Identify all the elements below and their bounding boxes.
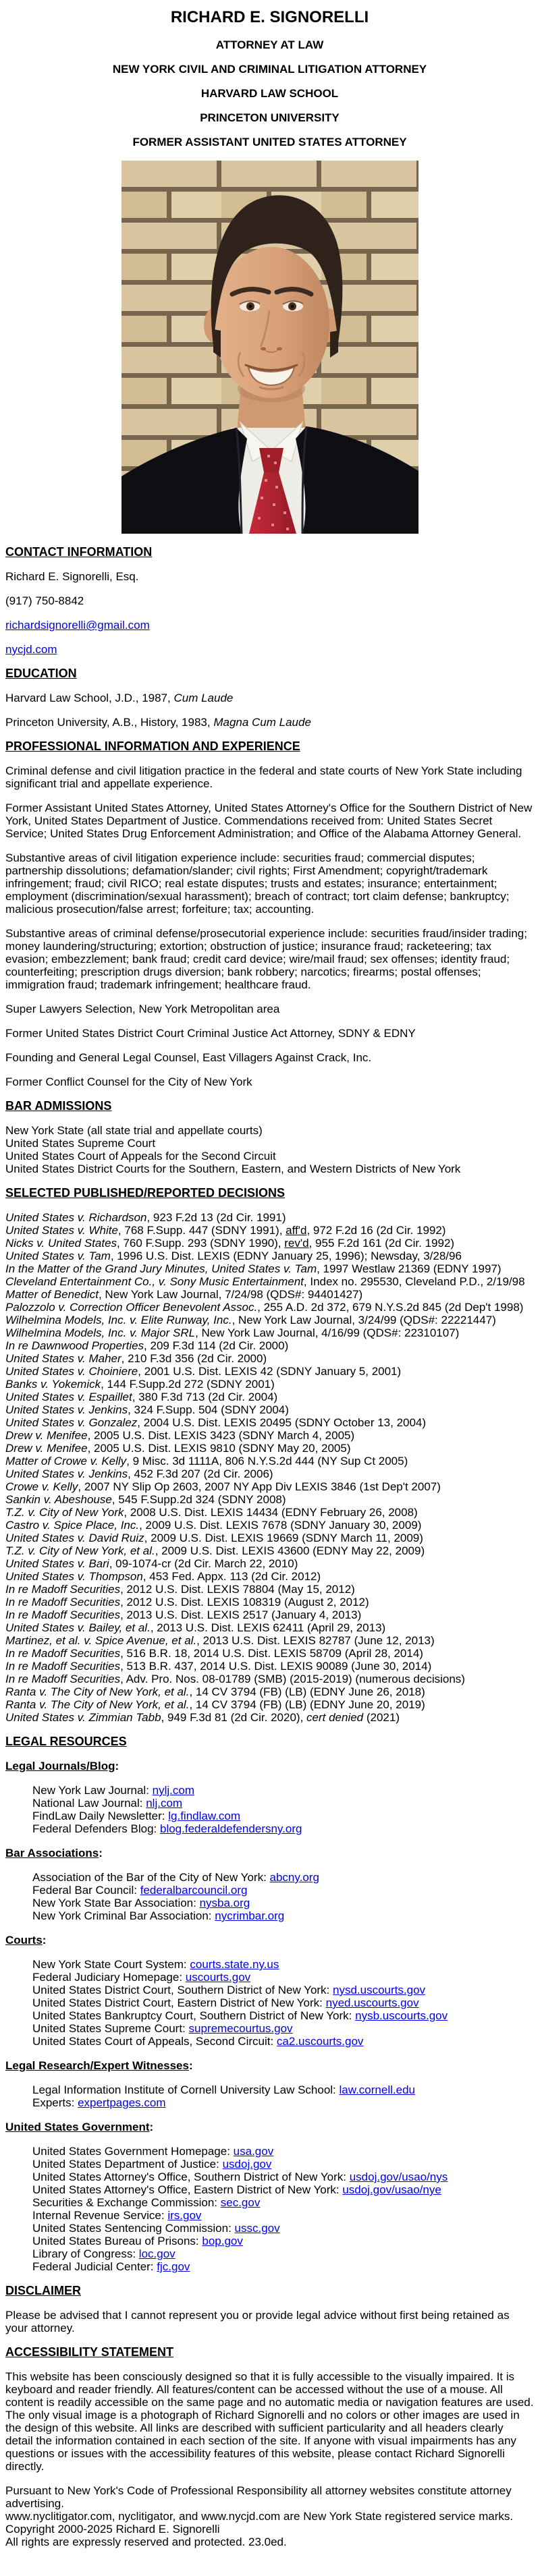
case-segment: , 2005 U.S. Dist. LEXIS 9810 (SDNY May 20, 2005) bbox=[87, 1442, 351, 1455]
website-link[interactable]: nycjd.com bbox=[5, 643, 57, 656]
resource-link[interactable]: uscourts.gov bbox=[185, 1971, 251, 1984]
section-heading-legal-resources: LEGAL RESOURCES bbox=[5, 1735, 127, 1748]
section-heading-contact: CONTACT INFORMATION bbox=[5, 545, 153, 559]
resource-link[interactable]: nysb.uscourts.gov bbox=[355, 2009, 448, 2022]
page-title: RICHARD E. SIGNORELLI bbox=[170, 8, 369, 26]
case-segment: Cleveland Entertainment Co., v. Sony Music Entertainment bbox=[5, 1275, 304, 1288]
case-citation bbox=[5, 1685, 425, 1698]
case-citation bbox=[5, 1391, 277, 1403]
resource-link-list bbox=[32, 2083, 534, 2109]
bar-admission-line: United States Court of Appeals for the Second Circuit bbox=[5, 1150, 276, 1163]
resource-link-list bbox=[32, 1871, 534, 1922]
resource-link[interactable]: irs.gov bbox=[167, 2209, 202, 2222]
section-heading-education: EDUCATION bbox=[5, 667, 77, 680]
resource-link-label: United States Bankruptcy Court, Southern District of New York: bbox=[32, 2009, 356, 2022]
case-citation bbox=[5, 1506, 418, 1519]
resource-link-list bbox=[32, 2145, 534, 2273]
case-citation bbox=[5, 1326, 459, 1339]
case-citation bbox=[5, 1583, 355, 1596]
case-segment: T.Z. v. City of New York bbox=[5, 1506, 124, 1519]
footer-line: All rights are expressly reserved and protected. 23.0ed. bbox=[5, 2536, 287, 2548]
case-segment: Ranta v. The City of New York, et al. bbox=[5, 1685, 190, 1698]
case-segment: , 949 F.3d 81 (2d Cir. 2020), bbox=[161, 1711, 307, 1724]
resource-link-label: United States Bureau of Prisons: bbox=[32, 2235, 202, 2247]
resource-link[interactable]: ussc.gov bbox=[234, 2222, 280, 2235]
right-eye bbox=[283, 301, 303, 311]
footer-line: Copyright 2000-2025 Richard E. Signorelli bbox=[5, 2523, 220, 2536]
contact-phone: (917) 750-8842 bbox=[5, 594, 84, 607]
resource-group-heading bbox=[5, 1934, 534, 1947]
case-citation bbox=[5, 1647, 423, 1660]
case-citation bbox=[5, 1673, 465, 1685]
case-segment: , 144 F.Supp.2d 272 (SDNY 2001) bbox=[101, 1378, 275, 1391]
case-citation bbox=[5, 1544, 425, 1557]
education-line bbox=[5, 692, 534, 704]
section-heading-professional: PROFESSIONAL INFORMATION AND EXPERIENCE bbox=[5, 739, 300, 753]
resource-link[interactable]: supremecourtus.gov bbox=[188, 2022, 293, 2035]
case-segment: United States v. Maher bbox=[5, 1352, 122, 1365]
resource-link-label: Federal Judicial Center: bbox=[32, 2260, 157, 2273]
case-segment: , 9 Misc. 3d 1111A, 806 N.Y.S.2d 444 (NY Sup Ct 2005) bbox=[126, 1455, 408, 1467]
case-segment: , 453 Fed. Appx. 113 (2d Cir. 2012) bbox=[142, 1570, 321, 1583]
case-citation bbox=[5, 1570, 321, 1583]
case-segment: , 2013 U.S. Dist. LEXIS 2517 (January 4, 2013) bbox=[120, 1608, 362, 1621]
case-segment: , 209 F.3d 114 (2d Cir. 2000) bbox=[144, 1339, 289, 1352]
case-segment: United States v. Espaillet bbox=[5, 1391, 132, 1403]
resource-link[interactable]: expertpages.com bbox=[78, 2096, 166, 2109]
resource-group-heading bbox=[5, 1760, 534, 1772]
resource-link-label: Association of the Bar of the City of New York: bbox=[32, 1871, 270, 1884]
case-citation bbox=[5, 1365, 401, 1378]
resource-link-list bbox=[32, 1784, 534, 1835]
resource-link-label: United States Attorney's Office, Eastern District of New York: bbox=[32, 2183, 343, 2196]
resource-link[interactable]: usa.gov bbox=[233, 2145, 274, 2158]
case-citation bbox=[5, 1301, 523, 1314]
case-citation bbox=[5, 1211, 286, 1224]
case-citation bbox=[5, 1480, 441, 1493]
resource-group-label: United States Government bbox=[5, 2121, 150, 2133]
resource-group-colon: : bbox=[149, 2121, 154, 2133]
education-school: Princeton University, A.B., History, 1983, bbox=[5, 716, 214, 729]
case-segment: United States v. Bari bbox=[5, 1557, 109, 1570]
case-segment: , 2012 U.S. Dist. LEXIS 108319 (August 2, 2012) bbox=[120, 1596, 369, 1608]
case-segment: , 324 F.Supp. 504 (SDNY 2004) bbox=[128, 1403, 289, 1416]
case-segment: Palozzolo v. Correction Officer Benevolent Assoc. bbox=[5, 1301, 258, 1314]
resource-link-label: United States Government Homepage: bbox=[32, 2145, 234, 2158]
case-segment: , 09-1074-cr (2d Cir. March 22, 2010) bbox=[109, 1557, 298, 1570]
case-segment: aff'd bbox=[286, 1224, 307, 1237]
email-link[interactable]: richardsignorelli@gmail.com bbox=[5, 619, 150, 632]
case-citation bbox=[5, 1237, 454, 1250]
case-citation bbox=[5, 1532, 423, 1544]
case-segment: (2021) bbox=[363, 1711, 400, 1724]
case-segment: United States v. Thompson bbox=[5, 1570, 143, 1583]
section-heading-accessibility: ACCESSIBILITY STATEMENT bbox=[5, 2345, 174, 2359]
case-segment: , 14 CV 3794 (FB) (LB) (EDNY June 20, 2019) bbox=[189, 1698, 425, 1711]
case-citation bbox=[5, 1608, 361, 1621]
resource-link[interactable]: nysd.uscourts.gov bbox=[333, 1984, 426, 1996]
case-citation bbox=[5, 1262, 502, 1275]
case-segment: , 760 F.Supp. 293 (SDNY 1990), bbox=[117, 1237, 285, 1250]
case-segment: cert denied bbox=[306, 1711, 364, 1724]
case-segment: Drew v. Menifee bbox=[5, 1442, 88, 1455]
case-citation bbox=[5, 1557, 298, 1570]
case-citation bbox=[5, 1698, 425, 1711]
case-segment: Drew v. Menifee bbox=[5, 1429, 88, 1442]
resource-group-colon: : bbox=[188, 2059, 193, 2072]
case-segment: , 545 F.Supp.2d 324 (SDNY 2008) bbox=[111, 1493, 286, 1506]
case-segment: , 452 F.3d 207 (2d Cir. 2006) bbox=[128, 1467, 273, 1480]
education-list bbox=[5, 692, 534, 729]
case-citation bbox=[5, 1429, 354, 1442]
case-segment: , 2013 U.S. Dist. LEXIS 82787 (June 12, 2013) bbox=[196, 1634, 435, 1647]
case-segment: United States v. Jenkins bbox=[5, 1403, 128, 1416]
subtitle: NEW YORK CIVIL AND CRIMINAL LITIGATION ATTORNEY bbox=[112, 63, 427, 76]
case-citation bbox=[5, 1467, 273, 1480]
education-honors: Cum Laude bbox=[173, 692, 234, 704]
case-segment: Wilhelmina Models, Inc. v. Major SRL bbox=[5, 1326, 196, 1339]
case-segment: Crowe v. Kelly bbox=[5, 1480, 78, 1493]
resource-group-heading bbox=[5, 2121, 534, 2133]
case-segment: , 380 F.3d 713 (2d Cir. 2004) bbox=[132, 1391, 278, 1403]
resource-link[interactable]: abcny.org bbox=[269, 1871, 319, 1884]
case-segment: United States v. Choiniere bbox=[5, 1365, 138, 1378]
case-segment: , 2007 NY Slip Op 2603, 2007 NY App Div LEXIS 3846 (1st Dep't 2007) bbox=[78, 1480, 441, 1493]
footer-notice bbox=[5, 2484, 534, 2548]
experience-paragraph: Substantive areas of civil litigation experience include: securities fraud; commercial disputes; partnership dissolutions; defamation/slander; civil rights; First Amendment; copyright/trademark infringement; fraud; civil RICO; real estate disputes; trusts and estates; insurance; entertainment; employment (discrimination/sexual harassment); breach of contract; tort claim defense; bankruptcy; malicious prosecution/false arrest; forfeiture; tax; accounting. bbox=[5, 851, 510, 916]
case-segment: , 1996 U.S. Dist. LEXIS (EDNY January 25, 1996); Newsday, 3/28/96 bbox=[110, 1250, 462, 1262]
case-segment: Nicks v. United States bbox=[5, 1237, 117, 1250]
case-segment: United States v. White bbox=[5, 1224, 118, 1237]
case-segment: United States v. Gonzalez bbox=[5, 1416, 138, 1429]
case-segment: T.Z. v. City of New York, et al. bbox=[5, 1544, 155, 1557]
resource-link[interactable]: fjc.gov bbox=[157, 2260, 190, 2273]
experience-paragraph: Former Conflict Counsel for the City of New York bbox=[5, 1075, 252, 1088]
resource-group-label: Courts bbox=[5, 1934, 43, 1947]
case-citation bbox=[5, 1621, 385, 1634]
case-citation bbox=[5, 1314, 496, 1326]
case-segment: , 2009 U.S. Dist. LEXIS 19669 (SDNY March 11, 2009) bbox=[144, 1532, 423, 1544]
resource-link-label: United States Department of Justice: bbox=[32, 2158, 223, 2171]
case-segment: In re Madoff Securities bbox=[5, 1660, 121, 1673]
resource-link[interactable]: nylj.com bbox=[152, 1784, 195, 1797]
resource-link-label: Securities & Exchange Commission: bbox=[32, 2196, 221, 2209]
resource-link-label: New York Criminal Bar Association: bbox=[32, 1909, 215, 1922]
portrait-photo bbox=[122, 161, 418, 534]
resource-link[interactable]: ca2.uscourts.gov bbox=[276, 2035, 364, 2048]
resource-link[interactable]: bop.gov bbox=[202, 2235, 243, 2247]
case-citation bbox=[5, 1378, 275, 1391]
resource-link[interactable]: law.cornell.edu bbox=[339, 2083, 415, 2096]
case-segment: , 255 A.D. 2d 372, 679 N.Y.S.2d 845 (2d Dep't 1998) bbox=[257, 1301, 524, 1314]
disclaimer-text: Please be advised that I cannot represent you or provide legal advice without first being retained as your attorney. bbox=[5, 2309, 510, 2334]
case-segment: In re Madoff Securities bbox=[5, 1596, 121, 1608]
case-segment: Matter of Crowe v. Kelly bbox=[5, 1455, 127, 1467]
experience-paragraph: Criminal defense and civil litigation practice in the federal and state courts of New York State including significant trial and appellate experience. bbox=[5, 764, 522, 790]
case-segment: In re Dawnwood Properties bbox=[5, 1339, 144, 1352]
accessibility-text: This website has been consciously designed so that it is fully accessible to the visually impaired. It is keyboard and reader friendly. All features/content can be accessed without the use of a mouse. All content is readily accessible on the same page and no automatic media or navigation features are used. The only visual image is a photograph of Richard Signorelli and no colors or other images are used in the design of this website. All links are described with sufficient particularity and all headers clearly detail the information contained in each section of the site. If anyone with visual impairments has any questions or issues with the accessibility features of this website, please contact Richard Signorelli directly. bbox=[5, 2370, 534, 2473]
case-segment: rev'd bbox=[284, 1237, 309, 1250]
case-segment: , 768 F.Supp. 447 (SDNY 1991), bbox=[117, 1224, 286, 1237]
experience-paragraph: Founding and General Legal Counsel, East Villagers Against Crack, Inc. bbox=[5, 1051, 372, 1064]
case-segment: Castro v. Spice Place, Inc. bbox=[5, 1519, 140, 1532]
resource-link-label: National Law Journal: bbox=[32, 1797, 146, 1810]
case-segment: , New York Law Journal, 3/24/99 (QDS#: 22221447) bbox=[232, 1314, 496, 1326]
resource-link[interactable]: usdoj.gov/usao/nye bbox=[342, 2183, 441, 2196]
resource-link-label: Internal Revenue Service: bbox=[32, 2209, 168, 2222]
case-citation bbox=[5, 1519, 421, 1532]
resource-link-label: Experts: bbox=[32, 2096, 78, 2109]
case-segment: Sankin v. Abeshouse bbox=[5, 1493, 112, 1506]
case-citation bbox=[5, 1275, 525, 1288]
case-citation bbox=[5, 1288, 362, 1301]
case-segment: Ranta v. The City of New York, et al. bbox=[5, 1698, 190, 1711]
resource-link-label: United States Attorney's Office, Southern District of New York: bbox=[32, 2171, 350, 2183]
case-segment: , 516 B.R. 18, 2014 U.S. Dist. LEXIS 58709 (April 28, 2014) bbox=[120, 1647, 423, 1660]
case-citation bbox=[5, 1455, 408, 1467]
decisions-list bbox=[5, 1211, 534, 1724]
case-segment: United States v. Bailey, et al. bbox=[5, 1621, 151, 1634]
resource-link-list bbox=[32, 1958, 534, 2048]
resource-group-label: Bar Associations bbox=[5, 1847, 99, 1859]
resource-link-label: United States District Court, Eastern District of New York: bbox=[32, 1996, 326, 2009]
education-line bbox=[5, 716, 534, 729]
bar-admission-line: United States Supreme Court bbox=[5, 1137, 156, 1150]
resource-link-label: Federal Bar Council: bbox=[32, 1884, 140, 1897]
resource-group-label: Legal Research/Expert Witnesses bbox=[5, 2059, 189, 2072]
resource-link[interactable]: courts.state.ny.us bbox=[190, 1958, 279, 1971]
case-segment: United States v. Zimmian Tabb bbox=[5, 1711, 161, 1724]
resource-link[interactable]: sec.gov bbox=[220, 2196, 261, 2209]
bar-admission-line: New York State (all state trial and appellate courts) bbox=[5, 1124, 263, 1137]
case-citation bbox=[5, 1442, 351, 1455]
case-segment: Matter of Benedict bbox=[5, 1288, 99, 1301]
bar-admission-line: United States District Courts for the Southern, Eastern, and Western Districts of New York bbox=[5, 1163, 461, 1175]
case-segment: , 14 CV 3794 (FB) (LB) (EDNY June 26, 2018) bbox=[189, 1685, 425, 1698]
case-segment: , Adv. Pro. Nos. 08-01789 (SMB) (2015-2019) (numerous decisions) bbox=[120, 1673, 465, 1685]
case-segment: , 2009 U.S. Dist. LEXIS 7678 (SDNY January 30, 2009) bbox=[139, 1519, 422, 1532]
resource-link[interactable]: nlj.com bbox=[146, 1797, 183, 1810]
case-citation bbox=[5, 1493, 286, 1506]
subtitle: FORMER ASSISTANT UNITED STATES ATTORNEY bbox=[132, 136, 407, 148]
case-segment: , Index no. 295530, Cleveland P.D., 2/19/98 bbox=[303, 1275, 525, 1288]
resource-link-label: United States Supreme Court: bbox=[32, 2022, 189, 2035]
case-segment: Banks v. Yokemick bbox=[5, 1378, 101, 1391]
resource-link[interactable]: nysba.org bbox=[199, 1897, 250, 1909]
resource-link-label: FindLaw Daily Newsletter: bbox=[32, 1810, 169, 1822]
case-segment: In the Matter of the Grand Jury Minutes, United States v. Tam bbox=[5, 1262, 317, 1275]
case-citation bbox=[5, 1403, 289, 1416]
resource-group-heading bbox=[5, 1847, 534, 1859]
section-heading-disclaimer: DISCLAIMER bbox=[5, 2284, 81, 2297]
resource-link-label: Legal Information Institute of Cornell University Law School: bbox=[32, 2083, 340, 2096]
case-segment: , 2005 U.S. Dist. LEXIS 3423 (SDNY March 4, 2005) bbox=[87, 1429, 355, 1442]
subtitle: HARVARD LAW SCHOOL bbox=[200, 87, 339, 100]
case-segment: Martinez, et al. v. Spice Avenue, et al. bbox=[5, 1634, 197, 1647]
case-segment: , 955 F.2d 161 (2d Cir. 1992) bbox=[308, 1237, 455, 1250]
contact-name: Richard E. Signorelli, Esq. bbox=[5, 570, 139, 583]
case-citation bbox=[5, 1339, 288, 1352]
resource-link-label: Library of Congress: bbox=[32, 2247, 139, 2260]
subtitle: PRINCETON UNIVERSITY bbox=[200, 111, 340, 124]
experience-paragraph: Former Assistant United States Attorney, United States Attorney's Office for the Southern District of New York, United States Department of Justice. Commendations received from: United States Secret Service; United States Drug Enforcement Administration; and Office of the Alabama Attorney General. bbox=[5, 802, 533, 840]
subtitle: ATTORNEY AT LAW bbox=[215, 38, 324, 51]
resource-link-label: United States District Court, Southern District of New York: bbox=[32, 1984, 333, 1996]
footer-line: www.nyclitigator.com, nyclitigator, and www.nycjd.com are New York State registered service marks. bbox=[5, 2510, 514, 2523]
resource-link-label: Federal Defenders Blog: bbox=[32, 1822, 160, 1835]
case-segment: , New York Law Journal, 4/16/99 (QDS#: 22310107) bbox=[195, 1326, 460, 1339]
resource-link[interactable]: usdoj.gov bbox=[222, 2158, 272, 2171]
case-segment: , New York Law Journal, 7/24/98 (QDS#: 94401427) bbox=[98, 1288, 363, 1301]
case-segment: Wilhelmina Models, Inc. v. Elite Runway, Inc. bbox=[5, 1314, 232, 1326]
resource-group-colon: : bbox=[115, 1760, 119, 1772]
case-segment: , 2004 U.S. Dist. LEXIS 20495 (SDNY October 13, 2004) bbox=[137, 1416, 427, 1429]
case-segment: , 2013 U.S. Dist. LEXIS 62411 (April 29, 2013) bbox=[150, 1621, 386, 1634]
resource-link-label: United States Sentencing Commission: bbox=[32, 2222, 235, 2235]
footer-line: Pursuant to New York's Code of Professional Responsibility all attorney websites constitute attorney advertising. bbox=[5, 2484, 512, 2510]
resource-link[interactable]: nycrimbar.org bbox=[215, 1909, 285, 1922]
section-heading-decisions: SELECTED PUBLISHED/REPORTED DECISIONS bbox=[5, 1186, 286, 1200]
resource-link[interactable]: usdoj.gov/usao/nys bbox=[349, 2171, 448, 2183]
case-segment: , 2001 U.S. Dist. LEXIS 42 (SDNY January 5, 2001) bbox=[138, 1365, 402, 1378]
legal-resources-groups bbox=[5, 1760, 534, 2273]
case-segment: , 210 F.3d 356 (2d Cir. 2000) bbox=[121, 1352, 267, 1365]
case-segment: In re Madoff Securities bbox=[5, 1583, 121, 1596]
case-segment: In re Madoff Securities bbox=[5, 1647, 121, 1660]
case-segment: United States v. Richardson bbox=[5, 1211, 147, 1224]
resource-link[interactable]: blog.federaldefendersny.org bbox=[160, 1822, 302, 1835]
case-segment: , 2009 U.S. Dist. LEXIS 43600 (EDNY May 22, 2009) bbox=[155, 1544, 425, 1557]
case-citation bbox=[5, 1352, 267, 1365]
resource-link-label: New York State Court System: bbox=[32, 1958, 190, 1971]
case-segment: , 1997 Westlaw 21369 (EDNY 1997) bbox=[317, 1262, 502, 1275]
case-segment: , 923 F.2d 13 (2d Cir. 1991) bbox=[146, 1211, 286, 1224]
case-segment: United States v. Tam bbox=[5, 1250, 111, 1262]
resource-link[interactable]: federalbarcouncil.org bbox=[140, 1884, 248, 1897]
resource-link-label: New York Law Journal: bbox=[32, 1784, 153, 1797]
resource-link[interactable]: loc.gov bbox=[138, 2247, 176, 2260]
experience-paragraph: Former United States District Court Criminal Justice Act Attorney, SDNY & EDNY bbox=[5, 1027, 416, 1040]
resource-group-colon: : bbox=[99, 1847, 103, 1859]
resource-link-label: Federal Judiciary Homepage: bbox=[32, 1971, 186, 1984]
bar-admissions-list bbox=[5, 1124, 534, 1175]
resource-group-colon: : bbox=[42, 1934, 47, 1947]
resource-link-label: New York State Bar Association: bbox=[32, 1897, 200, 1909]
section-heading-bar-admissions: BAR ADMISSIONS bbox=[5, 1099, 112, 1113]
case-segment: , 513 B.R. 437, 2014 U.S. Dist. LEXIS 90089 (June 30, 2014) bbox=[120, 1660, 432, 1673]
resource-link[interactable]: nyed.uscourts.gov bbox=[325, 1996, 419, 2009]
case-segment: In re Madoff Securities bbox=[5, 1608, 121, 1621]
resource-link[interactable]: lg.findlaw.com bbox=[168, 1810, 241, 1822]
left-eye bbox=[240, 301, 260, 311]
case-segment: United States v. David Ruiz bbox=[5, 1532, 144, 1544]
case-citation bbox=[5, 1711, 400, 1724]
education-honors: Magna Cum Laude bbox=[213, 716, 311, 729]
resource-group-heading bbox=[5, 2059, 534, 2072]
case-citation bbox=[5, 1634, 435, 1647]
case-citation bbox=[5, 1596, 369, 1608]
experience-paragraphs bbox=[5, 764, 534, 1088]
subtitle-list bbox=[5, 38, 534, 148]
case-segment: , 972 F.2d 16 (2d Cir. 1992) bbox=[306, 1224, 446, 1237]
case-segment: , 2008 U.S. Dist. LEXIS 14434 (EDNY February 26, 2008) bbox=[124, 1506, 418, 1519]
experience-paragraph: Substantive areas of criminal defense/prosecutorial experience include: securities fraud/insider trading; money laundering/structuring; extortion; obstruction of justice; insurance fraud; racketeering; tax evasion; embezzlement; bank fraud; credit card device; wire/mail fraud; sex offenses; identity fraud; counterfeiting; prescription drugs diversion; bank robbery; narcotics; firearms; postal offenses; immigration fraud; trademark infringement; healthcare fraud. bbox=[5, 927, 527, 991]
case-citation bbox=[5, 1660, 431, 1673]
case-citation bbox=[5, 1416, 426, 1429]
resource-group-label: Legal Journals/Blog bbox=[5, 1760, 115, 1772]
case-citation bbox=[5, 1250, 462, 1262]
case-segment: , 2012 U.S. Dist. LEXIS 78804 (May 15, 2012) bbox=[120, 1583, 355, 1596]
education-school: Harvard Law School, J.D., 1987, bbox=[5, 692, 174, 704]
experience-paragraph: Super Lawyers Selection, New York Metropolitan area bbox=[5, 1003, 280, 1015]
case-citation bbox=[5, 1224, 446, 1237]
case-segment: United States v. Jenkins bbox=[5, 1467, 128, 1480]
resource-link-label: United States Court of Appeals, Second Circuit: bbox=[32, 2035, 277, 2048]
case-segment: In re Madoff Securities bbox=[5, 1673, 121, 1685]
